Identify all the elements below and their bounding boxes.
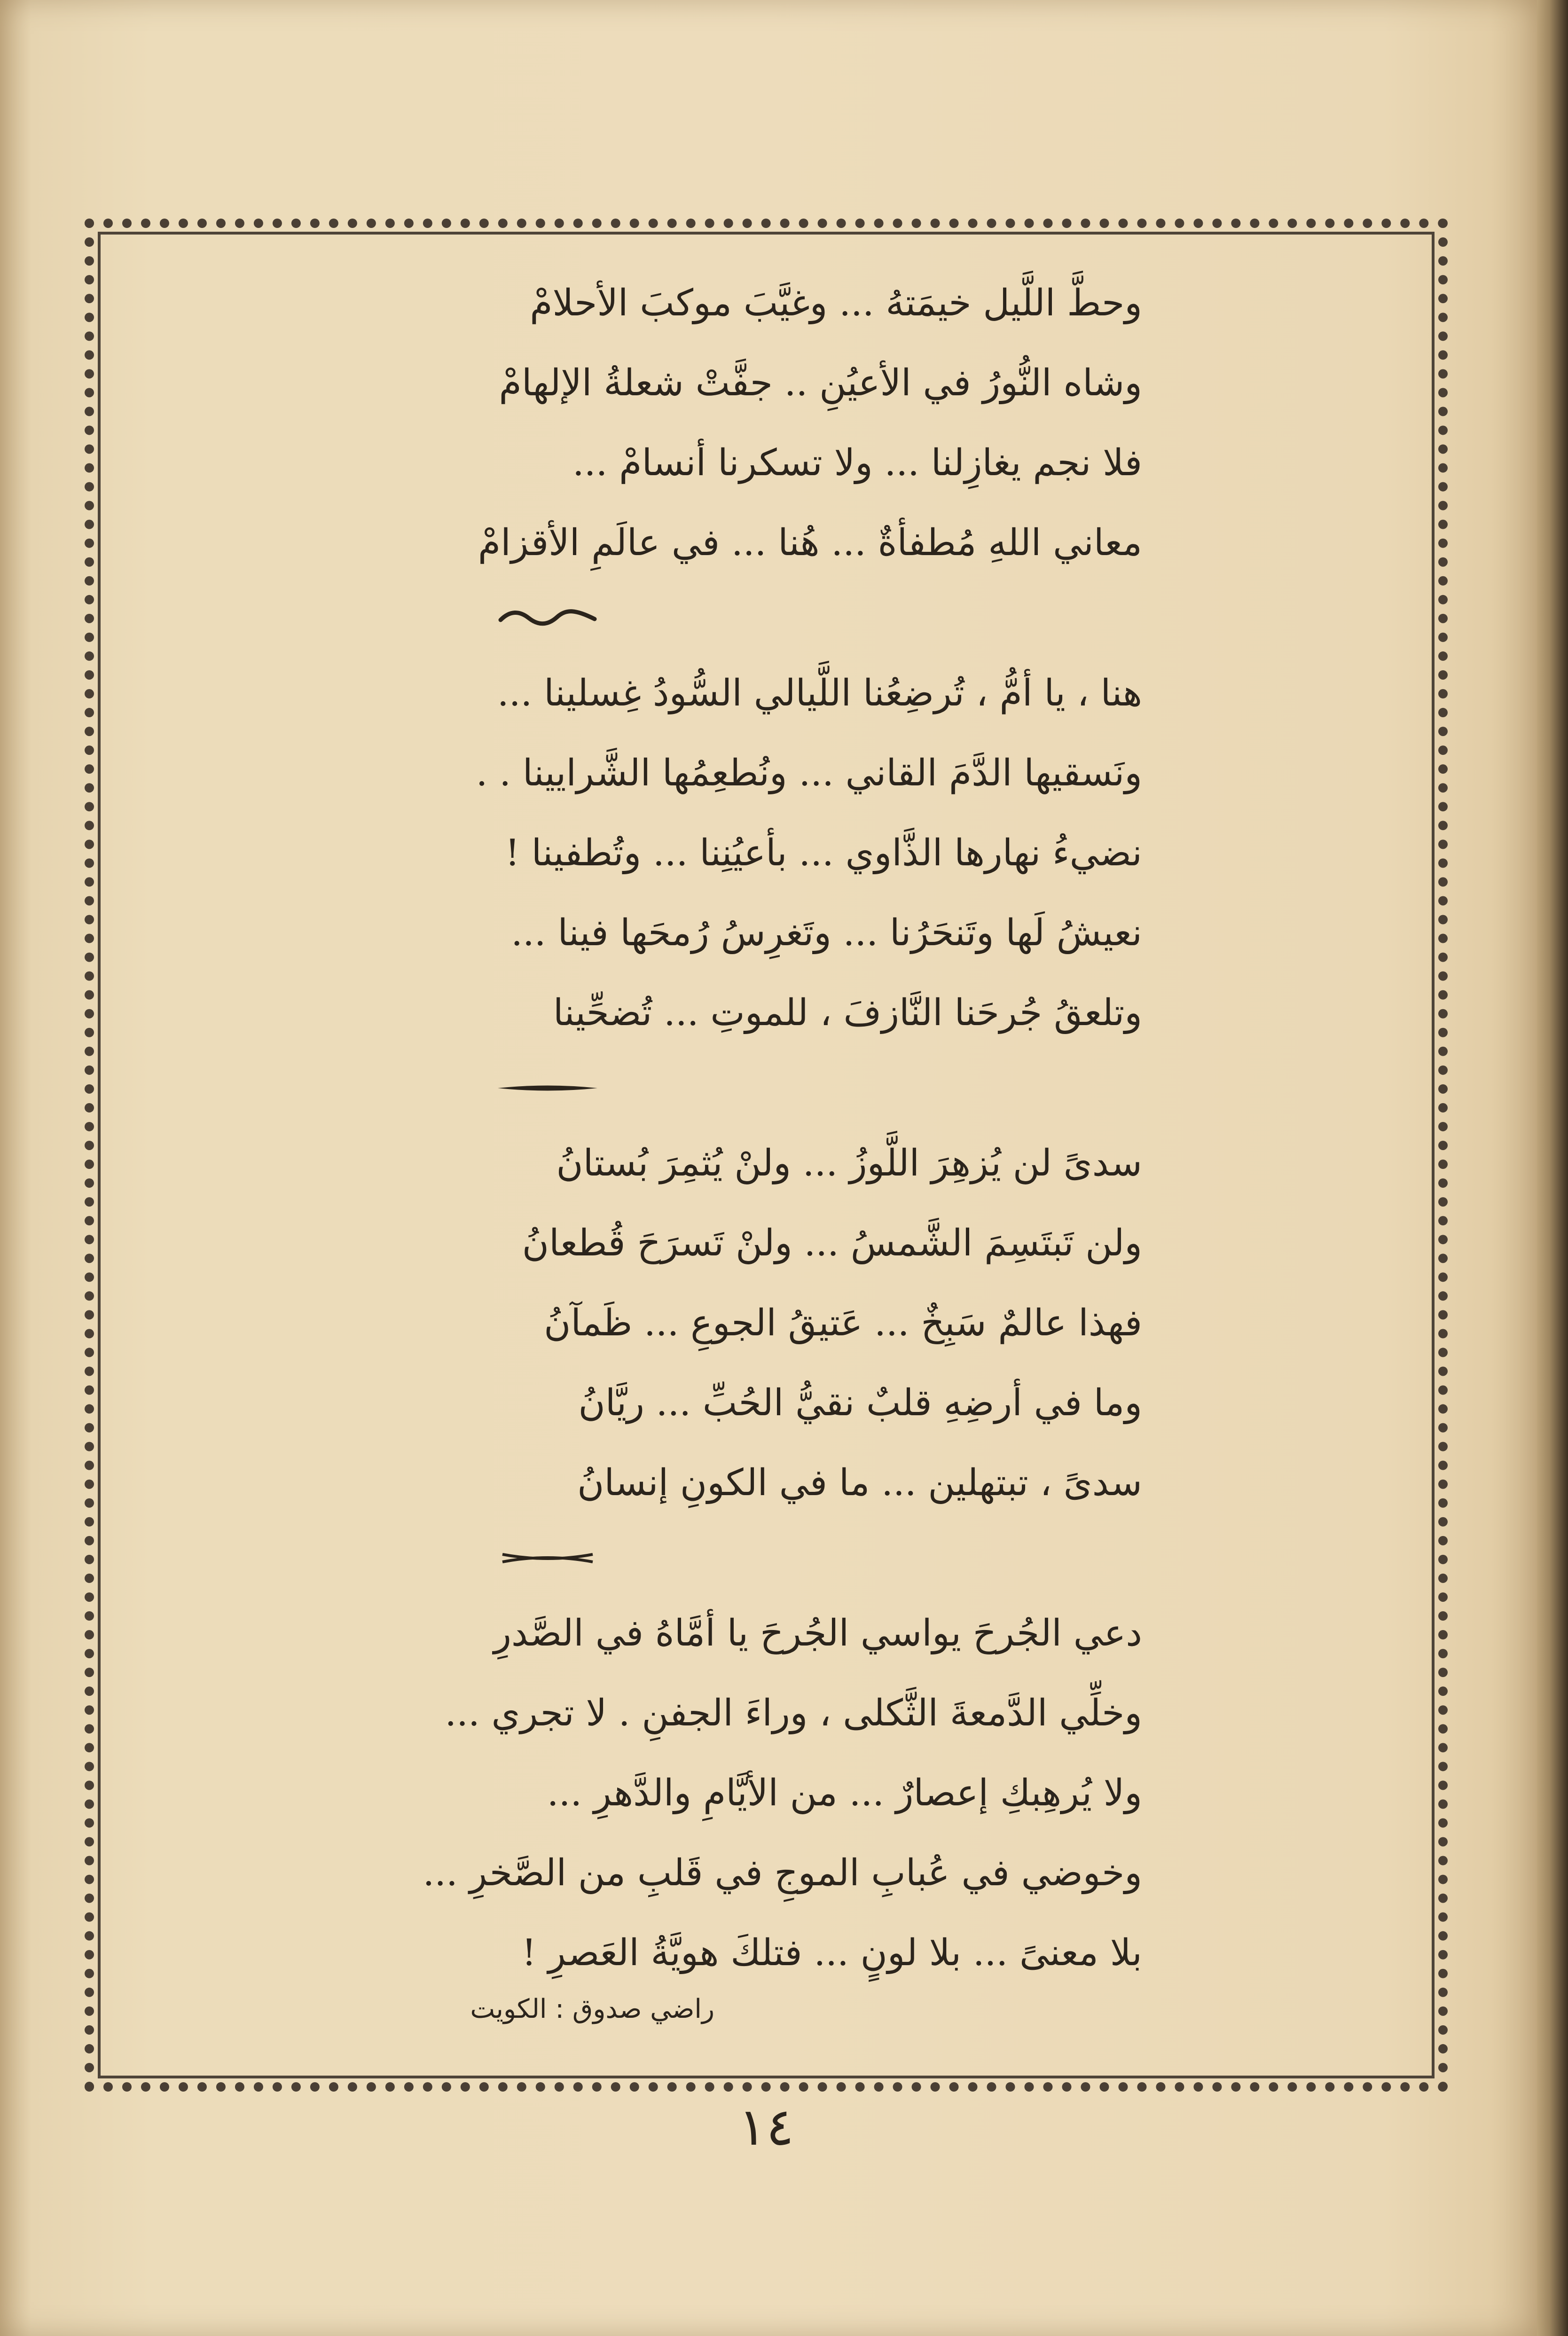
page-edge-shadow (1537, 0, 1568, 2336)
poem-line: وما في أرضِهِ قلبٌ نقيُّ الحُبِّ ... ريَّانُ (578, 1382, 1142, 1424)
poem-line: فهذا عالمٌ سَبِخٌ ... عَتيقُ الجوعِ ... ظَمآنُ (544, 1302, 1142, 1344)
poem-line: ونَسقيها الدَّمَ القاني ... ونُطعِمُها الشَّرايينا . . (476, 752, 1142, 794)
poem-line: وخلِّي الدَّمعةَ الثَّكلى ، وراءَ الجفنِ . لا تجري ... (445, 1692, 1142, 1734)
stanza-4 (155, 1593, 1142, 1993)
stanza-divider-wave (0, 583, 1142, 653)
stanza-2 (155, 653, 1142, 1053)
poem-line: معاني اللهِ مُطفأةٌ ... هُنا ... في عالَمِ الأقزامْ (478, 522, 1142, 564)
poem-line: نعيشُ لَها وتَنحَرُنا ... وتَغرِسُ رُمحَها فينا ... (511, 912, 1142, 954)
poem-line: وتلعقُ جُرحَنا النَّازفَ ، للموتِ ... تُضحِّينا (553, 992, 1142, 1034)
poem-line: سدىً ، تبتهلين ... ما في الكونِ إنسانُ (577, 1462, 1142, 1504)
poem-line: فلا نجم يغازِلنا ... ولا تسكرنا أنسامْ ... (572, 442, 1142, 484)
stanza-divider-line (0, 1053, 1142, 1123)
author-signature: راضي صدوق : الكويت (470, 1994, 714, 2024)
poem-line: ولن تَبتَسِمَ الشَّمسُ ... ولنْ تَسرَحَ قُطعانُ (522, 1222, 1142, 1264)
line-ornament-icon (496, 1081, 599, 1095)
page-number: ١٤ (738, 2097, 794, 2157)
poem-line: دعي الجُرحَ يواسي الجُرحَ يا أمَّاهُ في الصَّدرِ (494, 1612, 1142, 1654)
crossed-lines-ornament-icon (501, 1549, 595, 1568)
poem-line: وحطَّ اللَّيل خيمَتهُ ... وغيَّبَ موكبَ الأحلامْ (530, 282, 1142, 324)
poem-line: وخوضي في عُبابِ الموجِ في قَلبِ من الصَّخرِ ... (423, 1852, 1142, 1894)
poem-line: ولا يُرهِبكِ إعصارٌ ... من الأيَّامِ والدَّهرِ ... (547, 1772, 1142, 1814)
poem-line: نضيءُ نهارها الذَّاوي ... بأعيُنِنا ... وتُطفينا ! (505, 832, 1142, 874)
stanza-1 (155, 263, 1142, 583)
poem-line: وشاه النُّورُ في الأعيُنِ .. جفَّتْ شعلةُ الإلهامْ (499, 362, 1142, 404)
wave-ornament-icon (498, 609, 597, 627)
poem-line: هنا ، يا أمُّ ، تُرضِعُنا اللَّيالي السُّودُ غِسلينا ... (497, 672, 1142, 714)
stanza-3 (155, 1123, 1142, 1523)
poem-body (155, 263, 1142, 1993)
stanza-divider-cross (0, 1523, 1142, 1593)
poem-line: سدىً لن يُزهِرَ اللَّوزُ ... ولنْ يُثمِرَ بُستانُ (556, 1142, 1142, 1184)
poem-line: بلا معنىً ... بلا لونٍ ... فتلكَ هويَّةُ العَصرِ ! (521, 1932, 1142, 1974)
